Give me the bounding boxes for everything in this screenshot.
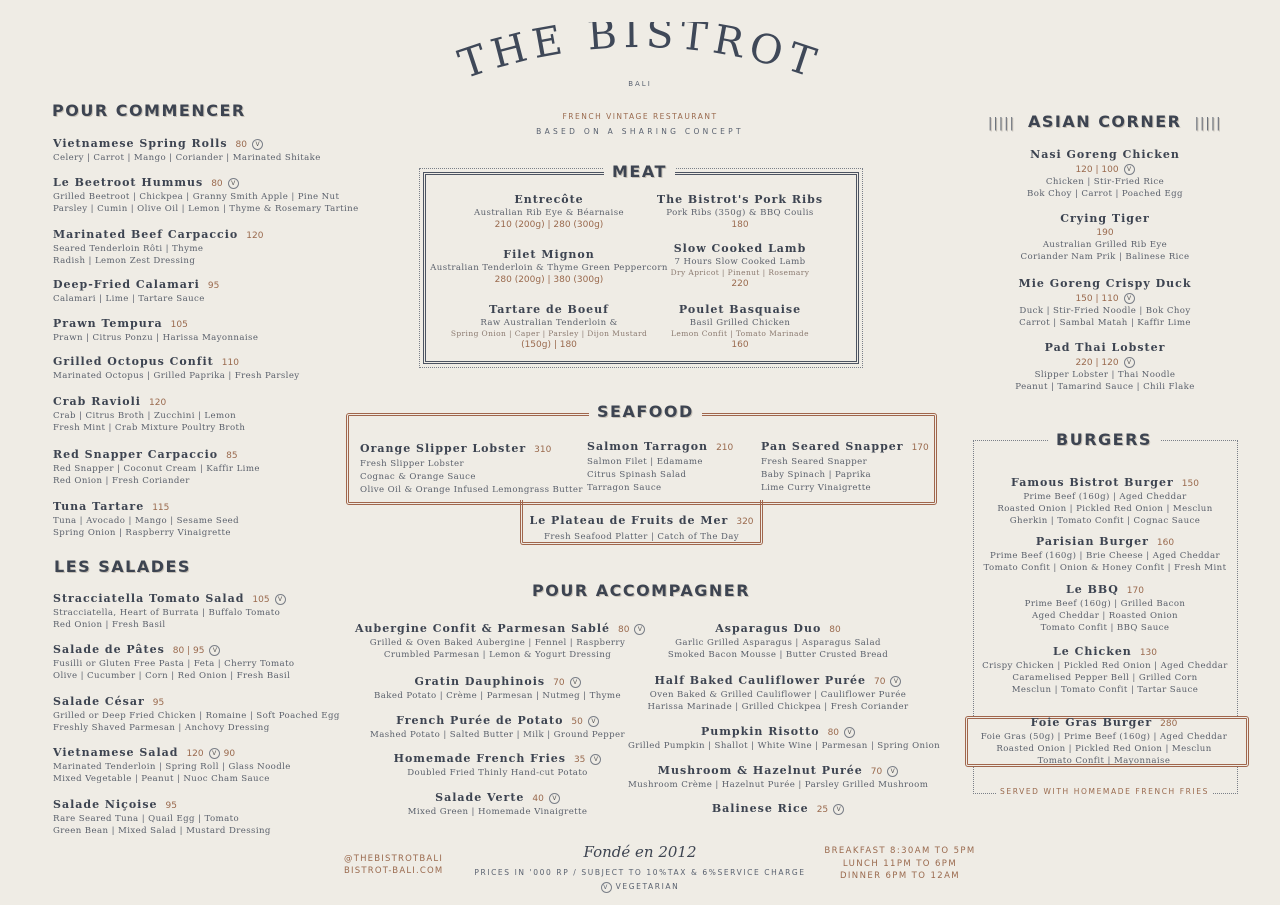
menu-item-price-line bbox=[985, 293, 1225, 304]
section-asian-corner-title: ||||| ASIAN CORNER ||||| bbox=[988, 112, 1222, 131]
menu-item-description: Red Onion | Fresh Basil bbox=[53, 620, 166, 630]
menu-item-description: Stracciatella, Heart of Burrata | Buffalo Tomato bbox=[53, 608, 281, 618]
menu-item-price: 40 bbox=[532, 794, 544, 804]
menu-item bbox=[628, 797, 928, 816]
menu-item-description: Calamari | Lime | Tartare Sauce bbox=[53, 294, 205, 304]
menu-item-price: 105 bbox=[252, 595, 270, 605]
website-link[interactable]: BISTROT-BALI.COM bbox=[344, 866, 444, 876]
menu-item-price: 210 (200g) | 280 (300g) bbox=[494, 220, 604, 230]
menu-item-description: Prime Beef (160g) | Grilled Bacon bbox=[1024, 599, 1186, 609]
menu-item-description: Spring Onion | Raspberry Vinaigrette bbox=[53, 528, 231, 538]
menu-item-price: 35 bbox=[573, 755, 586, 765]
menu-item-description: Tuna | Avocado | Mango | Sesame Seed bbox=[53, 516, 240, 526]
menu-item-name: Salade de Pâtes bbox=[53, 643, 165, 656]
menu-item-description: Grilled Beetroot | Chickpea | Granny Smith Apple | Pine Nut bbox=[53, 192, 340, 202]
menu-item-price: 105 bbox=[170, 320, 188, 330]
menu-item-name: Famous Bistrot Burger bbox=[1011, 476, 1174, 489]
menu-item-name: Tartare de Boeuf bbox=[489, 303, 609, 316]
vegetarian-icon: V bbox=[890, 676, 901, 687]
menu-item bbox=[620, 242, 860, 289]
menu-item-description: Mixed Vegetable | Peanut | Nuoc Cham Sauce bbox=[53, 774, 270, 784]
menu-item-description: Slipper Lobster | Thai Noodle bbox=[1034, 370, 1176, 380]
menu-item-name: Poulet Basquaise bbox=[678, 303, 802, 316]
menu-item-price: 80 | 95 bbox=[172, 646, 205, 656]
menu-item bbox=[975, 530, 1235, 573]
menu-item-header bbox=[53, 443, 260, 462]
menu-item-details: Lemon Confit | Tomato Marinade bbox=[671, 329, 809, 338]
menu-item-description: Crab | Citrus Broth | Zucchini | Lemon bbox=[53, 411, 237, 421]
menu-item-price: 130 bbox=[1139, 648, 1157, 658]
menu-item bbox=[620, 193, 860, 230]
menu-item bbox=[628, 720, 941, 751]
section-pour-commencer-title: POUR COMMENCER bbox=[52, 101, 246, 120]
menu-item-header bbox=[355, 709, 640, 728]
menu-item-price: 80 bbox=[829, 625, 841, 635]
menu-item-header bbox=[53, 793, 271, 812]
menu-item-header bbox=[968, 711, 1240, 730]
menu-item-name: French Purée de Potato bbox=[396, 714, 564, 727]
menu-item-description: Smoked Bacon Mousse | Butter Crusted Bread bbox=[667, 650, 889, 660]
section-meat-title: MEAT bbox=[604, 162, 675, 181]
menu-item-description: Red Snapper | Coconut Cream | Kaffir Lime bbox=[53, 464, 260, 474]
menu-item-description: Baby Spinach | Paprika bbox=[761, 470, 872, 480]
menu-item-description: Australian Rib Eye & Béarnaise bbox=[473, 208, 625, 218]
menu-item-description: Parsley | Cumin | Olive Oil | Lemon | Thyme & Rosemary Tartine bbox=[53, 204, 359, 214]
menu-item-header bbox=[53, 171, 359, 190]
vegetarian-icon: V bbox=[570, 677, 581, 688]
menu-item-description: 7 Hours Slow Cooked Lamb bbox=[674, 257, 806, 267]
menu-item-name: The Bistrot's Pork Ribs bbox=[656, 193, 824, 206]
menu-item-price: 50 bbox=[571, 717, 583, 727]
menu-item-description: Carrot | Sambal Matah | Kaffir Lime bbox=[1019, 318, 1191, 328]
menu-item-header bbox=[53, 223, 263, 242]
menu-item-description: Marinated Tenderloin | Spring Roll | Glass Noodle bbox=[53, 762, 291, 772]
menu-item-description: Citrus Spinash Salad bbox=[587, 470, 687, 480]
menu-item-description: Tomato Confit | BBQ Sauce bbox=[1040, 623, 1170, 633]
vegetarian-icon: V bbox=[601, 882, 612, 893]
vegetarian-icon: V bbox=[588, 716, 599, 727]
menu-item-name: Foie Gras Burger bbox=[1030, 716, 1153, 729]
menu-item-price: 120 bbox=[246, 231, 264, 241]
menu-item-description: Australian Grilled Rib Eye bbox=[1042, 240, 1168, 250]
menu-item-name: Le Beetroot Hummus bbox=[53, 176, 204, 189]
vegetarian-icon: V bbox=[887, 766, 898, 777]
menu-item-description: Salmon Filet | Edamame bbox=[587, 457, 703, 467]
menu-item bbox=[53, 587, 286, 630]
menu-item-name: Aubergine Confit & Parmesan Sablé bbox=[355, 622, 611, 635]
menu-item-header bbox=[975, 578, 1235, 597]
menu-item-header bbox=[360, 437, 583, 456]
menu-item-header bbox=[53, 273, 219, 292]
vegetarian-icon: V bbox=[1124, 357, 1135, 368]
menu-item-header bbox=[53, 690, 340, 709]
menu-item-name: Salade César bbox=[53, 695, 145, 708]
menu-item-details: Spring Onion | Caper | Parsley | Dijon Mustard bbox=[450, 329, 648, 338]
menu-item-name: Pan Seared Snapper bbox=[761, 440, 904, 453]
menu-item-name: Homemade French Fries bbox=[393, 752, 566, 765]
vegetarian-icon: V bbox=[209, 645, 220, 656]
vegetarian-icon: V bbox=[252, 139, 263, 150]
menu-item-price: 150 | 110 bbox=[1075, 294, 1119, 304]
vegetarian-icon: V bbox=[209, 748, 220, 759]
menu-item-price: 280 bbox=[1160, 719, 1178, 729]
menu-item bbox=[985, 207, 1225, 262]
menu-item-price: 210 bbox=[716, 443, 734, 453]
logo-location: BALI bbox=[628, 80, 652, 88]
menu-item-description: Coriander Nam Prik | Balinese Rice bbox=[1020, 252, 1190, 262]
menu-item bbox=[355, 709, 640, 740]
menu-item-price-line bbox=[985, 164, 1225, 175]
menu-item-description: Tomato Confit | Onion & Honey Confit | Fresh Mint bbox=[983, 563, 1227, 573]
menu-item-description: Baked Potato | Crème | Parmesan | Nutmeg | Thyme bbox=[374, 691, 621, 701]
section-pour-accompagner-title: POUR ACCOMPAGNER bbox=[532, 581, 751, 600]
menu-item-price: 190 bbox=[1096, 228, 1114, 238]
menu-item-price-line bbox=[985, 228, 1225, 238]
menu-item bbox=[985, 272, 1225, 328]
menu-item-price: 170 bbox=[911, 443, 929, 453]
menu-item-description: Olive | Cucumber | Corn | Red Onion | Fresh Basil bbox=[53, 671, 291, 681]
vegetarian-icon: V bbox=[1124, 293, 1135, 304]
menu-item-name: Salade Niçoise bbox=[53, 798, 158, 811]
instagram-handle[interactable]: @THEBISTROTBALI bbox=[344, 854, 444, 864]
menu-item-name: Crying Tiger bbox=[1060, 212, 1150, 225]
menu-item-header bbox=[985, 207, 1225, 226]
svg-text:THE BISTROT bbox=[453, 22, 827, 88]
menu-item-header bbox=[985, 143, 1225, 162]
menu-item bbox=[620, 303, 860, 350]
menu-item-name: Parisian Burger bbox=[1035, 535, 1149, 548]
menu-item-description: Garlic Grilled Asparagus | Asparagus Salad bbox=[675, 638, 881, 648]
menu-item-header bbox=[975, 640, 1235, 659]
menu-item-description: Prime Beef (160g) | Aged Cheddar bbox=[1023, 492, 1187, 502]
menu-item-description: Cognac & Orange Sauce bbox=[360, 472, 476, 482]
menu-item-description: Mesclun | Tomato Confit | Tartar Sauce bbox=[1011, 685, 1199, 695]
vegetarian-icon: V bbox=[275, 594, 286, 605]
menu-item-name: Salade Verte bbox=[435, 791, 525, 804]
menu-item-name: Slow Cooked Lamb bbox=[673, 242, 807, 255]
menu-item-description: Harissa Marinade | Grilled Chickpea | Fresh Coriander bbox=[647, 702, 909, 712]
menu-item-description: Chicken | Stir-Fried Rice bbox=[1045, 177, 1165, 187]
menu-item-header bbox=[628, 669, 928, 688]
menu-item bbox=[628, 759, 928, 790]
menu-item-description: Roasted Onion | Pickled Red Onion | Mesclun bbox=[997, 504, 1213, 514]
tagline-1: FRENCH VINTAGE RESTAURANT bbox=[562, 112, 718, 121]
menu-item-price: 320 bbox=[736, 517, 754, 527]
menu-item-name: Pad Thai Lobster bbox=[1044, 341, 1166, 354]
menu-item-description: Rare Seared Tuna | Quail Egg | Tomato bbox=[53, 814, 240, 824]
menu-item-name: Salmon Tarragon bbox=[587, 440, 709, 453]
menu-item-description: Tarragon Sauce bbox=[587, 483, 662, 493]
menu-item bbox=[53, 350, 300, 381]
menu-item-header bbox=[628, 720, 928, 739]
logo-title: THE BISTROT bbox=[453, 22, 827, 89]
menu-item-description: Grilled or Deep Fried Chicken | Romaine | Soft Poached Egg bbox=[53, 711, 340, 721]
menu-item-price: 310 bbox=[534, 445, 552, 455]
menu-item-header bbox=[985, 336, 1225, 355]
section-seafood-title: SEAFOOD bbox=[589, 402, 702, 421]
menu-item bbox=[355, 786, 640, 817]
menu-item-description: Australian Tenderloin & Thyme Green Peppercorn bbox=[430, 263, 668, 273]
menu-item bbox=[53, 390, 245, 433]
menu-item-price: 160 bbox=[731, 340, 749, 350]
menu-item-header bbox=[53, 312, 258, 331]
menu-item-header bbox=[355, 786, 640, 805]
menu-item-description: Aged Cheddar | Roasted Onion bbox=[1031, 611, 1178, 621]
menu-item-name: Pumpkin Risotto bbox=[700, 725, 820, 738]
menu-item-name: Tuna Tartare bbox=[53, 500, 145, 513]
menu-item-description: Roasted Onion | Pickled Red Onion | Mesclun bbox=[996, 744, 1212, 754]
menu-item bbox=[53, 690, 340, 733]
vegetarian-icon: V bbox=[228, 178, 239, 189]
menu-item-header bbox=[761, 435, 929, 454]
menu-item-name: Asparagus Duo bbox=[715, 622, 822, 635]
vegetarian-icon: V bbox=[1124, 164, 1135, 175]
menu-item-description: Fusilli or Gluten Free Pasta | Feta | Cherry Tomato bbox=[53, 659, 295, 669]
menu-item bbox=[355, 747, 640, 778]
menu-item-header bbox=[53, 350, 300, 369]
menu-item bbox=[53, 223, 263, 266]
menu-item-description: Pork Ribs (350g) & BBQ Coulis bbox=[666, 208, 814, 218]
menu-item-price: 120 bbox=[186, 749, 204, 759]
menu-item-price: 70 bbox=[553, 678, 565, 688]
menu-item bbox=[587, 435, 733, 493]
menu-item bbox=[761, 435, 929, 493]
served-with-note: SERVED WITH HOMEMADE FRENCH FRIES bbox=[973, 787, 1236, 796]
menu-item bbox=[53, 273, 219, 304]
menu-item-header bbox=[53, 638, 295, 657]
menu-item-description: Tomato Confit | Mayonnaise bbox=[1037, 756, 1171, 766]
menu-item-description: Caramelised Pepper Bell | Grilled Corn bbox=[1012, 673, 1198, 683]
menu-item-details: Dry Apricot | Pinenut | Rosemary bbox=[670, 268, 810, 277]
menu-item-description: Mixed Green | Homemade Vinaigrette bbox=[407, 807, 588, 817]
menu-item-name: Deep-Fried Calamari bbox=[53, 278, 200, 291]
menu-item-name: Crab Ravioli bbox=[53, 395, 141, 408]
menu-item bbox=[360, 437, 583, 495]
menu-item-price: 95 bbox=[207, 281, 220, 291]
menu-item-description: Prawn | Citrus Ponzu | Harissa Mayonnaise bbox=[53, 333, 259, 343]
menu-item-price: 80 bbox=[618, 625, 630, 635]
menu-item-header bbox=[520, 509, 763, 528]
menu-item-header bbox=[53, 495, 239, 514]
menu-item-description: Duck | Stir-Fried Noodle | Bok Choy bbox=[1019, 306, 1191, 316]
menu-item-price: 95 bbox=[152, 698, 165, 708]
vegetarian-icon: V bbox=[590, 754, 601, 765]
menu-item-price: 180 bbox=[731, 220, 749, 230]
menu-item-description: Grilled Pumpkin | Shallot | White Wine | Parmesan | Spring Onion bbox=[628, 741, 941, 751]
menu-item-header bbox=[355, 747, 640, 766]
menu-item-header bbox=[53, 390, 245, 409]
menu-item-description: Celery | Carrot | Mango | Coriander | Marinated Shitake bbox=[53, 153, 321, 163]
menu-item-name: Filet Mignon bbox=[503, 248, 595, 261]
menu-item-price: (150g) | 180 bbox=[521, 340, 577, 350]
menu-item bbox=[968, 711, 1240, 766]
menu-item-price: 25 bbox=[816, 805, 829, 815]
menu-item-header bbox=[355, 670, 640, 689]
menu-item bbox=[53, 132, 321, 163]
menu-item-header bbox=[53, 587, 286, 606]
menu-item-price: 120 bbox=[149, 398, 167, 408]
menu-item-price: 115 bbox=[152, 503, 170, 513]
menu-item-price: 80 bbox=[211, 179, 223, 189]
menu-item-price: 220 bbox=[731, 279, 749, 289]
menu-item-price: 80 bbox=[827, 728, 840, 738]
menu-item-description: Marinated Octopus | Grilled Paprika | Fresh Parsley bbox=[53, 371, 300, 381]
menu-item-header bbox=[628, 617, 928, 636]
menu-item-plateau bbox=[520, 509, 763, 542]
menu-item-header bbox=[975, 471, 1235, 490]
menu-item-name: Nasi Goreng Chicken bbox=[1030, 148, 1180, 161]
vegetarian-icon: V bbox=[549, 793, 560, 804]
menu-item-name: Vietnamese Spring Rolls bbox=[53, 137, 228, 150]
menu-item-description: Fresh Seared Snapper bbox=[761, 457, 868, 467]
menu-item-header bbox=[975, 530, 1235, 549]
vegetarian-icon: V bbox=[844, 727, 855, 738]
menu-item bbox=[53, 741, 291, 784]
menu-item bbox=[53, 638, 295, 681]
menu-item-price: 120 | 100 bbox=[1075, 165, 1119, 175]
prices-note: PRICES IN '000 RP / SUBJECT TO 10%TAX & 6%SERVICE CHARGE bbox=[474, 868, 806, 877]
menu-item-price: 70 bbox=[874, 677, 886, 687]
menu-item-description: Crumbled Parmesan | Lemon & Yogurt Dressing bbox=[383, 650, 612, 660]
section-les-salades-title: LES SALADES bbox=[54, 557, 191, 576]
menu-item-header bbox=[53, 741, 291, 760]
section-burgers-title: BURGERS bbox=[1048, 430, 1160, 449]
menu-item-name: Entrecôte bbox=[514, 193, 584, 206]
hours-dinner: DINNER 6PM TO 12AM bbox=[839, 871, 961, 881]
hours-lunch: LUNCH 11PM TO 6PM bbox=[842, 858, 958, 869]
menu-item-description: Freshly Shaved Parmesan | Anchovy Dressing bbox=[53, 723, 270, 733]
founded-text: Fondé en 2012 bbox=[583, 843, 697, 861]
menu-item-price: 110 bbox=[221, 358, 239, 368]
menu-item-description: Grilled & Oven Baked Aubergine | Fennel | Raspberry bbox=[369, 638, 626, 648]
menu-item bbox=[53, 443, 260, 486]
menu-item-name: Red Snapper Carpaccio bbox=[53, 448, 219, 461]
menu-item-price: 70 bbox=[870, 767, 883, 777]
menu-item-header bbox=[355, 617, 643, 636]
menu-item-price-line bbox=[985, 357, 1225, 368]
menu-item-description: Oven Baked & Grilled Cauliflower | Cauliflower Purée bbox=[649, 690, 907, 700]
menu-item bbox=[628, 669, 928, 712]
menu-item-name: Prawn Tempura bbox=[53, 317, 163, 330]
opening-hours bbox=[820, 845, 980, 883]
menu-item-description: Red Onion | Fresh Coriander bbox=[53, 476, 190, 486]
menu-item-price: 160 bbox=[1156, 538, 1175, 548]
menu-item-description: Gherkin | Tomato Confit | Cognac Sauce bbox=[1009, 516, 1201, 526]
menu-item bbox=[975, 640, 1235, 695]
menu-item-description: Mushroom Crème | Hazelnut Purée | Parsley Grilled Mushroom bbox=[628, 780, 929, 790]
menu-item-price: 80 bbox=[235, 140, 247, 150]
menu-item-price: 95 bbox=[165, 801, 177, 811]
menu-item bbox=[355, 670, 640, 701]
vegetarian-icon: V bbox=[634, 624, 645, 635]
menu-item bbox=[985, 143, 1225, 199]
menu-item bbox=[975, 578, 1235, 633]
menu-item-description: Foie Gras (50g) | Prime Beef (160g) | Aged Cheddar bbox=[980, 732, 1228, 742]
vegetarian-legend: V VEGETARIAN bbox=[560, 882, 720, 893]
menu-item-header bbox=[53, 132, 321, 151]
menu-item-description: Olive Oil & Orange Infused Lemongrass Butter bbox=[360, 485, 583, 495]
menu-item-name: Mushroom & Hazelnut Purée bbox=[657, 764, 863, 777]
menu-item-price: 150 bbox=[1181, 479, 1199, 489]
menu-item bbox=[355, 617, 643, 660]
menu-item-description: Peanut | Tamarind Sauce | Chili Flake bbox=[1015, 382, 1195, 392]
menu-item-name: Gratin Dauphinois bbox=[414, 675, 546, 688]
menu-item-description: Mashed Potato | Salted Butter | Milk | Ground Pepper bbox=[370, 730, 625, 740]
menu-item-description: Lime Curry Vinaigrette bbox=[761, 483, 872, 493]
menu-item-name: Orange Slipper Lobster bbox=[360, 442, 527, 455]
menu-item-name: Balinese Rice bbox=[711, 802, 809, 815]
menu-item-header bbox=[587, 435, 733, 454]
menu-item-description: Doubled Fried Thinly Hand-cut Potato bbox=[407, 768, 588, 778]
menu-item-name: Le Plateau de Fruits de Mer bbox=[529, 514, 729, 527]
menu-item-price: 280 (200g) | 380 (300g) bbox=[494, 275, 604, 285]
menu-item-description: Raw Australian Tenderloin & bbox=[480, 318, 618, 328]
menu-item-name: Stracciatella Tomato Salad bbox=[53, 592, 245, 605]
menu-item-name: Le BBQ bbox=[1066, 583, 1119, 596]
menu-item-name: Mie Goreng Crispy Duck bbox=[1018, 277, 1192, 290]
menu-item-description: Fresh Mint | Crab Mixture Poultry Broth bbox=[53, 423, 246, 433]
menu-item-name: Half Baked Cauliflower Purée bbox=[654, 674, 866, 687]
menu-item bbox=[53, 312, 258, 343]
menu-item-name: Le Chicken bbox=[1053, 645, 1132, 658]
menu-item-description: Radish | Lemon Zest Dressing bbox=[53, 256, 196, 266]
menu-item bbox=[53, 171, 359, 214]
menu-item-name: Marinated Beef Carpaccio bbox=[53, 228, 239, 241]
menu-item-description: Fresh Slipper Lobster bbox=[360, 459, 464, 469]
restaurant-logo bbox=[420, 22, 860, 102]
menu-item-header bbox=[628, 797, 928, 816]
menu-item-header bbox=[985, 272, 1225, 291]
menu-item-description: Fresh Seafood Platter | Catch of The Day bbox=[543, 532, 740, 542]
footer-contact bbox=[344, 853, 443, 877]
menu-item bbox=[985, 336, 1225, 392]
hours-breakfast: BREAKFAST 8:30AM TO 5PM bbox=[824, 846, 976, 856]
menu-item bbox=[53, 793, 271, 836]
menu-item-price: 170 bbox=[1126, 586, 1144, 596]
menu-item bbox=[628, 617, 928, 660]
menu-item-price: 85 bbox=[226, 451, 238, 461]
menu-item-description: Prime Beef (160g) | Brie Cheese | Aged Cheddar bbox=[990, 551, 1220, 561]
menu-item-description: Green Bean | Mixed Salad | Mustard Dressing bbox=[53, 826, 271, 836]
menu-item-description: Seared Tenderloin Rôti | Thyme bbox=[53, 244, 204, 254]
menu-item-description: Bok Choy | Carrot | Poached Egg bbox=[1027, 189, 1183, 199]
tagline-2: BASED ON A SHARING CONCEPT bbox=[536, 127, 744, 136]
decorative-bars-left: ||||| bbox=[988, 116, 1015, 131]
menu-item bbox=[975, 471, 1235, 526]
menu-item-description: Crispy Chicken | Pickled Red Onion | Aged Cheddar bbox=[982, 661, 1228, 671]
menu-item-price: 220 | 120 bbox=[1075, 358, 1119, 368]
vegetarian-icon: V bbox=[833, 804, 844, 815]
menu-item-name: Grilled Octopus Confit bbox=[53, 355, 214, 368]
menu-item-name: Vietnamese Salad bbox=[53, 746, 179, 759]
menu-item-price-alt: 90 bbox=[223, 749, 236, 759]
menu-item-description: Basil Grilled Chicken bbox=[689, 318, 791, 328]
menu-item bbox=[53, 495, 239, 538]
menu-item-header bbox=[628, 759, 928, 778]
decorative-bars-right: ||||| bbox=[1194, 116, 1222, 131]
